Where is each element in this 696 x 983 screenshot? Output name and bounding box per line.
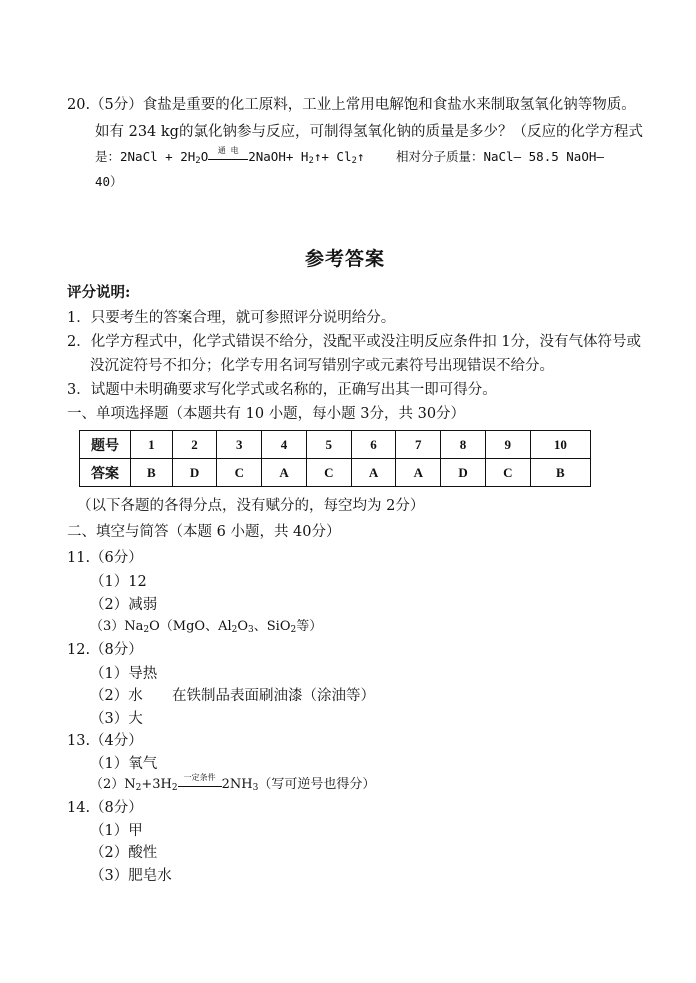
sub: 2 xyxy=(195,156,201,166)
table-head-number: 题号 xyxy=(80,431,131,459)
text: 等） xyxy=(296,619,323,634)
text: O（MgO、Al xyxy=(149,619,232,634)
text: 、SiO xyxy=(253,619,291,634)
table-cell-answer: C xyxy=(217,459,262,487)
eq-gas1: ↑+ Cl xyxy=(313,149,352,164)
table-cell-answer: A xyxy=(396,459,441,487)
q20-line4: 40） xyxy=(95,174,123,189)
text: （3）Na xyxy=(90,619,144,634)
scoring-item-2: 2．化学方程式中，化学式错误不给分，没配平或没注明反应条件扣 1分，没有气体符号或 xyxy=(67,334,642,350)
q12-answer-2-extra: 在铁制品表面刷油漆（涂油等） xyxy=(172,688,375,704)
table-cell-number: 5 xyxy=(306,431,351,459)
eq-o: O xyxy=(200,149,209,164)
table-cell-answer: C xyxy=(306,459,351,487)
table-cell-number: 8 xyxy=(441,431,486,459)
scoring-title: 评分说明: xyxy=(67,284,131,301)
q20-line2: 如有 234 kg的氯化钠参与反应，可制得氢氧化钠的质量是多少？（反应的化学方程式 xyxy=(95,124,643,140)
table-cell-number: 2 xyxy=(172,431,217,459)
q12-answer-3: （3）大 xyxy=(90,711,143,727)
table-cell-answer: A xyxy=(351,459,396,487)
table-cell-number: 4 xyxy=(262,431,307,459)
table-cell-number: 9 xyxy=(485,431,530,459)
q11-answer-2: （2）减弱 xyxy=(90,597,158,613)
table-cell-answer: D xyxy=(172,459,217,487)
q11-answer-3 xyxy=(90,615,322,634)
text: O xyxy=(237,619,249,634)
scoring-item-2-cont: 没沉淀符号不扣分；化学专用名词写错别字或元素符号出现错误不给分。 xyxy=(90,358,554,374)
scoring-item-1: 1．只要考生的答案合理，就可参照评分说明给分。 xyxy=(67,310,396,326)
q11-answer-1: （1）12 xyxy=(90,574,147,590)
table-cell-number: 7 xyxy=(396,431,441,459)
section-1-heading: 一、单项选择题（本题共有 10 小题，每小题 3分，共 30分） xyxy=(67,406,466,422)
sub: 2 xyxy=(308,156,314,166)
reaction-condition-arrow xyxy=(208,146,248,163)
table-cell-number: 10 xyxy=(530,431,590,459)
text: （2）N xyxy=(90,777,136,792)
table-row-answers xyxy=(80,459,591,487)
q13-heading: 13.（4分） xyxy=(67,733,143,749)
sub: 2 xyxy=(135,783,142,793)
answer-title: 参考答案 xyxy=(305,248,386,270)
eq-products: 2NaOH+ H xyxy=(248,149,309,164)
q20-line1: 20.（5分）食盐是重要的化工原料，工业上常用电解饱和食盐水来制取氢氧化钠等物质。 xyxy=(67,97,636,113)
text: 2NH xyxy=(221,777,253,792)
sub: 3 xyxy=(252,783,259,793)
answer-table xyxy=(79,430,591,487)
table-cell-answer: D xyxy=(441,459,486,487)
sub: 2 xyxy=(290,625,297,635)
q12-answer-2: （2）水 xyxy=(90,688,143,704)
table-cell-number: 3 xyxy=(217,431,262,459)
sub: 2 xyxy=(171,783,178,793)
reaction-condition-arrow xyxy=(178,773,222,790)
condition-text: 通 电 xyxy=(217,146,239,155)
table-cell-answer: A xyxy=(262,459,307,487)
q14-answer-3: （3）肥皂水 xyxy=(90,868,172,884)
text: （写可逆号也得分） xyxy=(258,777,376,792)
eq-gas2: ↑ xyxy=(356,149,365,164)
table-cell-number: 6 xyxy=(351,431,396,459)
eq-reactants: 是：2NaCl + 2H xyxy=(95,149,196,164)
condition-text: 一定条件 xyxy=(183,773,216,782)
table-cell-number: 1 xyxy=(131,431,173,459)
q14-answer-1: （1）甲 xyxy=(90,823,143,839)
sub: 2 xyxy=(143,625,150,635)
q12-heading: 12.（8分） xyxy=(67,642,143,658)
table-head-answer: 答案 xyxy=(80,459,131,487)
sub: 2 xyxy=(231,625,238,635)
table-cell-answer: B xyxy=(131,459,173,487)
q12-answer-1: （1）导热 xyxy=(90,666,158,682)
q13-answer-1: （1）氧气 xyxy=(90,756,158,772)
scoring-note: （以下各题的各得分点，没有赋分的，每空均为 2分） xyxy=(77,498,425,514)
q20-equation xyxy=(95,147,604,165)
relative-mass: 相对分子质量：NaCl— 58.5 NaOH— xyxy=(395,149,604,164)
section-2-heading: 二、填空与简答（本题 6 小题，共 40分） xyxy=(67,524,341,540)
scoring-item-3: 3．试题中未明确要求写化学式或名称的，正确写出其一即可得分。 xyxy=(67,382,497,398)
table-row-numbers xyxy=(80,431,591,459)
sub: 2 xyxy=(351,156,357,166)
sub: 3 xyxy=(248,625,254,635)
table-cell-answer: C xyxy=(485,459,530,487)
text: +3H xyxy=(141,777,172,792)
q13-answer-2 xyxy=(90,773,375,792)
q14-heading: 14.（8分） xyxy=(67,800,143,816)
q14-answer-2: （2）酸性 xyxy=(90,845,158,861)
q11-heading: 11.（6分） xyxy=(67,550,143,566)
table-cell-answer: B xyxy=(530,459,590,487)
